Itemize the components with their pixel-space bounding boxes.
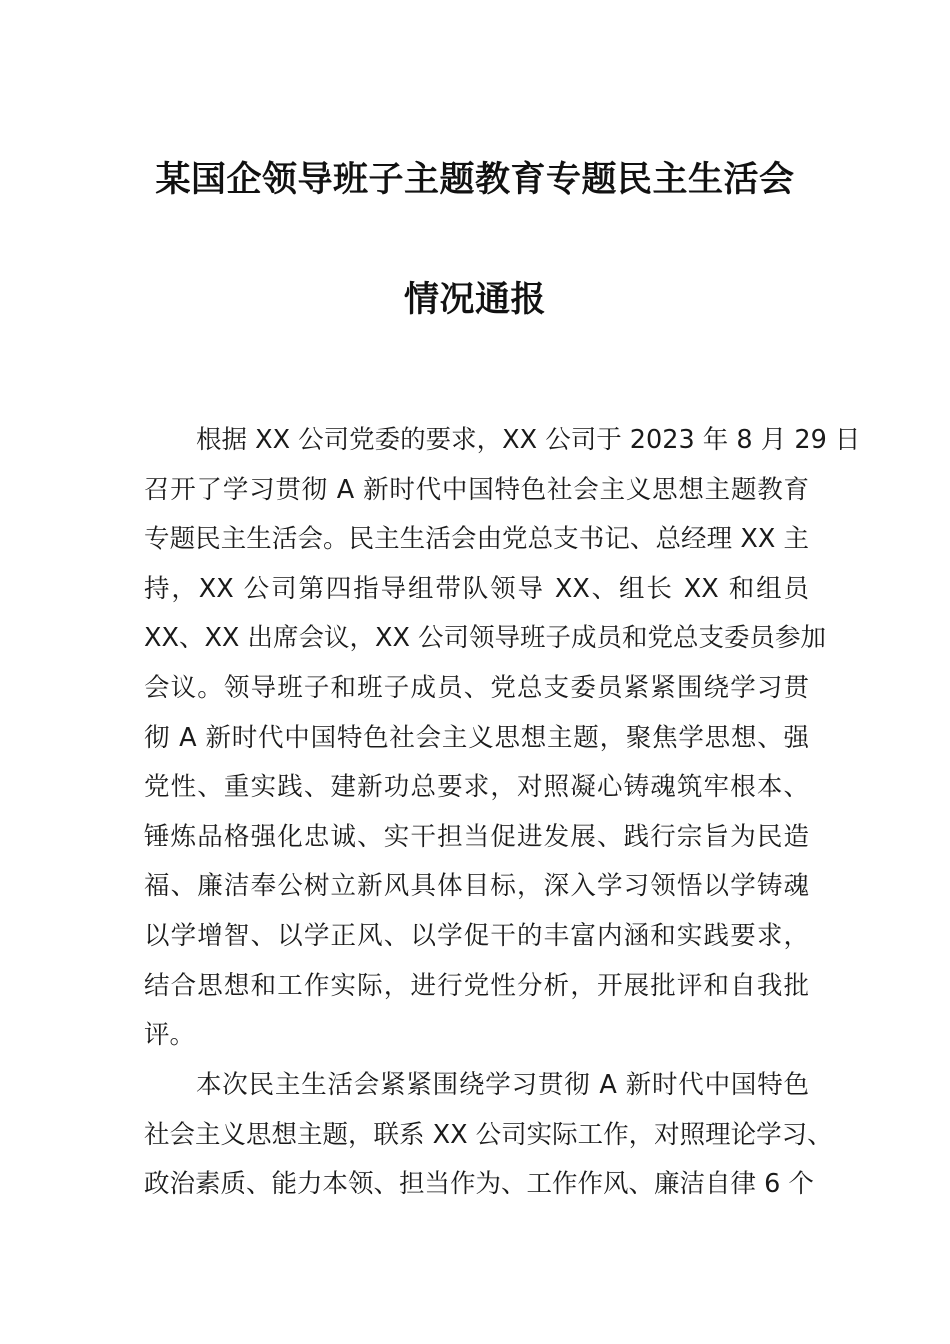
paragraph-line: XX、XX 出席会议，XX 公司领导班子成员和党总支委员参加 (144, 623, 827, 654)
paragraph-line: 党性、重实践、建新功总要求，对照凝心铸魂筑牢根本、 (144, 772, 809, 803)
paragraph-line: 结合思想和工作实际，进行党性分析，开展批评和自我批 (144, 970, 809, 1001)
paragraph-line: 福、廉洁奉公树立新风具体目标，深入学习领悟以学铸魂 (144, 871, 809, 902)
document-title-line-2: 情况通报 (403, 280, 546, 320)
paragraph-line: 召开了学习贯彻 A 新时代中国特色社会主义思想主题教育 (144, 474, 809, 505)
paragraph-line: 彻 A 新时代中国特色社会主义思想主题，聚焦学思想、强 (144, 722, 809, 753)
paragraph-1 (144, 416, 861, 1061)
paragraph-line: 以学增智、以学正风、以学促干的丰富内涵和实践要求， (144, 920, 809, 951)
paragraph-line: 根据 XX 公司党委的要求，XX 公司于 2023 年 8 月 29 日 (196, 425, 861, 455)
paragraph-line: 锤炼品格强化忠诚、实干担当促进发展、践行宗旨为民造 (144, 821, 809, 852)
paragraph-line: 社会主义思想主题，联系 XX 公司实际工作，对照理论学习、 (144, 1119, 833, 1150)
document-title-line-1: 某国企领导班子主题教育专题民主生活会 (155, 160, 795, 200)
paragraph-line: 政治素质、能力本领、担当作为、工作作风、廉洁自律 6 个 (144, 1169, 814, 1200)
paragraph-line: 本次民主生活会紧紧围绕学习贯彻 A 新时代中国特色 (196, 1070, 809, 1100)
paragraph-2 (144, 1061, 833, 1210)
paragraph-line: 会议。领导班子和班子成员、党总支委员紧紧围绕学习贯 (144, 672, 809, 703)
paragraph-line: 评。 (144, 1020, 196, 1051)
paragraph-line: 持，XX 公司第四指导组带队领导 XX、组长 XX 和组员 (144, 573, 809, 604)
paragraph-line: 专题民主生活会。民主生活会由党总支书记、总经理 XX 主 (144, 524, 809, 555)
